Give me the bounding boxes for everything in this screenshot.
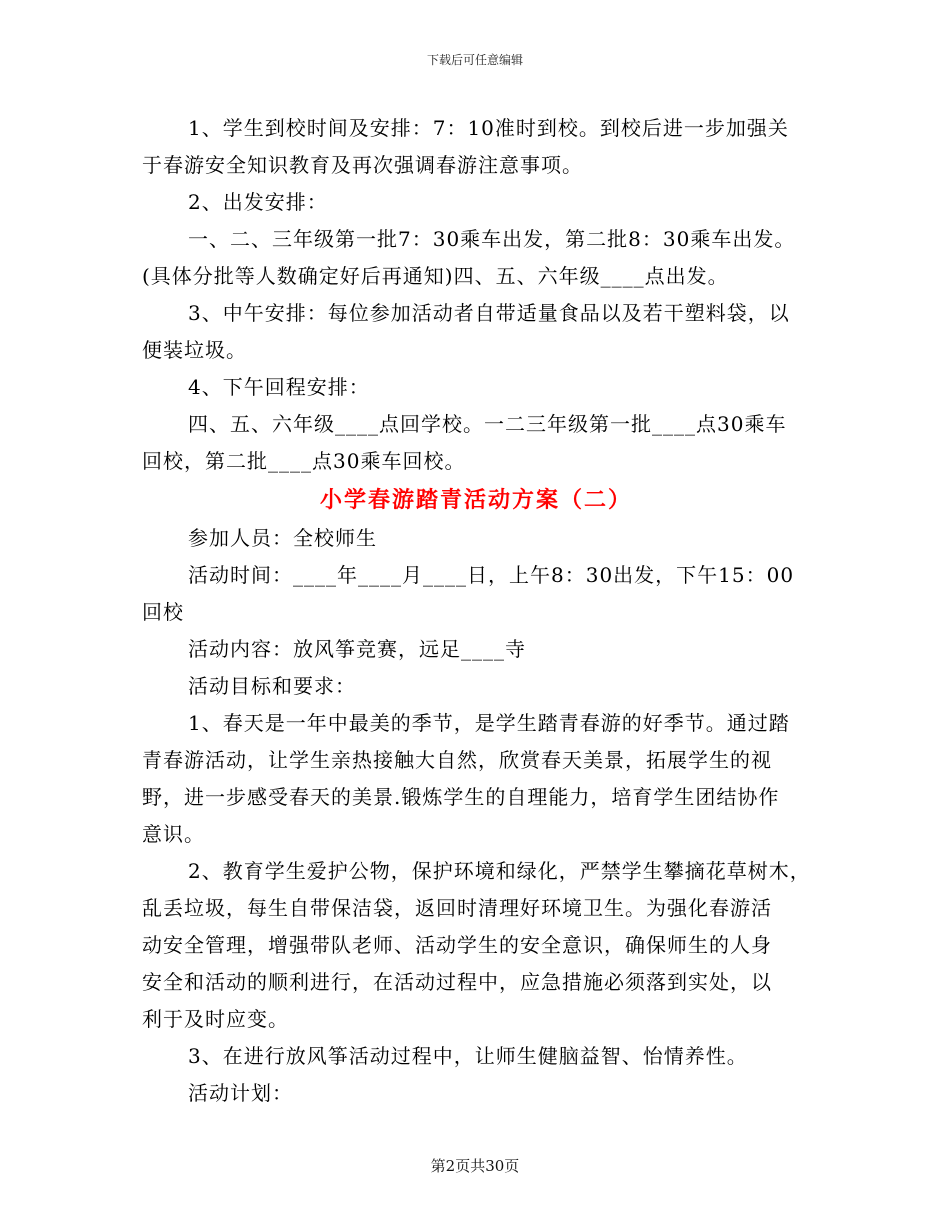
- text-line: 3、中午安排：每位参加活动者自带适量食品以及若干塑料袋，以: [188, 301, 790, 325]
- page-footer: 第2页共30页: [430, 1157, 520, 1175]
- paragraph-goals-heading: [142, 668, 810, 705]
- text-line: 意识。: [142, 822, 205, 846]
- text-line: 活动计划：: [188, 1081, 293, 1105]
- text-line: 1、学生到校时间及安排：7：10准时到校。到校后进一步加强关: [188, 116, 789, 140]
- paragraph-arrival: [142, 110, 810, 184]
- text-line: 2、出发安排：: [188, 190, 328, 214]
- text-line: 4、下午回程安排：: [188, 375, 370, 399]
- paragraph-activity-content: [142, 631, 810, 668]
- paragraph-plan-heading: [142, 1075, 810, 1112]
- paragraph-participants: [142, 520, 810, 557]
- paragraph-goal-1: [142, 705, 810, 853]
- paragraph-noon: [142, 295, 810, 369]
- paragraph-goal-2: [142, 853, 810, 1038]
- text-line: 3、在进行放风筝活动过程中，让师生健脑益智、怡情养性。: [188, 1044, 748, 1068]
- text-line: 回校: [142, 600, 184, 624]
- text-line: 于春游安全知识教育及再次强调春游注意事项。: [142, 153, 583, 177]
- text-line: 1、春天是一年中最美的季节，是学生踏青春游的好季节。通过踏: [188, 711, 790, 735]
- text-line: 回校，第二批____点30乘车回校。: [142, 449, 466, 473]
- text-line: 安全和活动的顺利进行，在活动过程中，应急措施必须落到实处，以: [142, 970, 772, 994]
- paragraph-return-details: [142, 406, 810, 480]
- text-line: 活动目标和要求：: [188, 674, 356, 698]
- text-line: 参加人员：全校师生: [188, 526, 377, 550]
- text-line: 活动时间：____年____月____日，上午8：30出发，下午15：00: [188, 563, 795, 587]
- text-line: 利于及时应变。: [142, 1007, 289, 1031]
- paragraph-departure-heading: [142, 184, 810, 221]
- text-line: 青春游活动，让学生亲热接触大自然，欣赏春天美景，拓展学生的视: [142, 748, 772, 772]
- text-line: 活动内容：放风筝竞赛，远足____寺: [188, 637, 526, 661]
- paragraph-activity-time: [142, 557, 810, 631]
- text-line: 乱丢垃圾，每生自带保洁袋，返回时清理好环境卫生。为强化春游活: [142, 896, 772, 920]
- text-line: 动安全管理，增强带队老师、活动学生的安全意识，确保师生的人身: [142, 933, 772, 957]
- text-line: 2、教育学生爱护公物，保护环境和绿化，严禁学生攀摘花草树木，: [188, 859, 811, 883]
- document-body: [142, 110, 810, 1112]
- text-line: 四、五、六年级____点回学校。一二三年级第一批____点30乘车: [188, 412, 787, 436]
- section-title: 小学春游踏青活动方案（二）: [319, 487, 632, 513]
- page-header: 下载后可任意编辑: [426, 53, 523, 67]
- paragraph-goal-3: [142, 1038, 810, 1075]
- paragraph-departure-details: [142, 221, 810, 295]
- text-line: 一、二、三年级第一批7：30乘车出发，第二批8：30乘车出发。: [188, 227, 796, 251]
- text-line: 便装垃圾。: [142, 338, 247, 362]
- text-line: (具体分批等人数确定好后再通知)四、五、六年级____点出发。: [142, 264, 729, 288]
- paragraph-return-heading: [142, 369, 810, 406]
- text-line: 野，进一步感受春天的美景.锻炼学生的自理能力，培育学生团结协作: [142, 785, 780, 809]
